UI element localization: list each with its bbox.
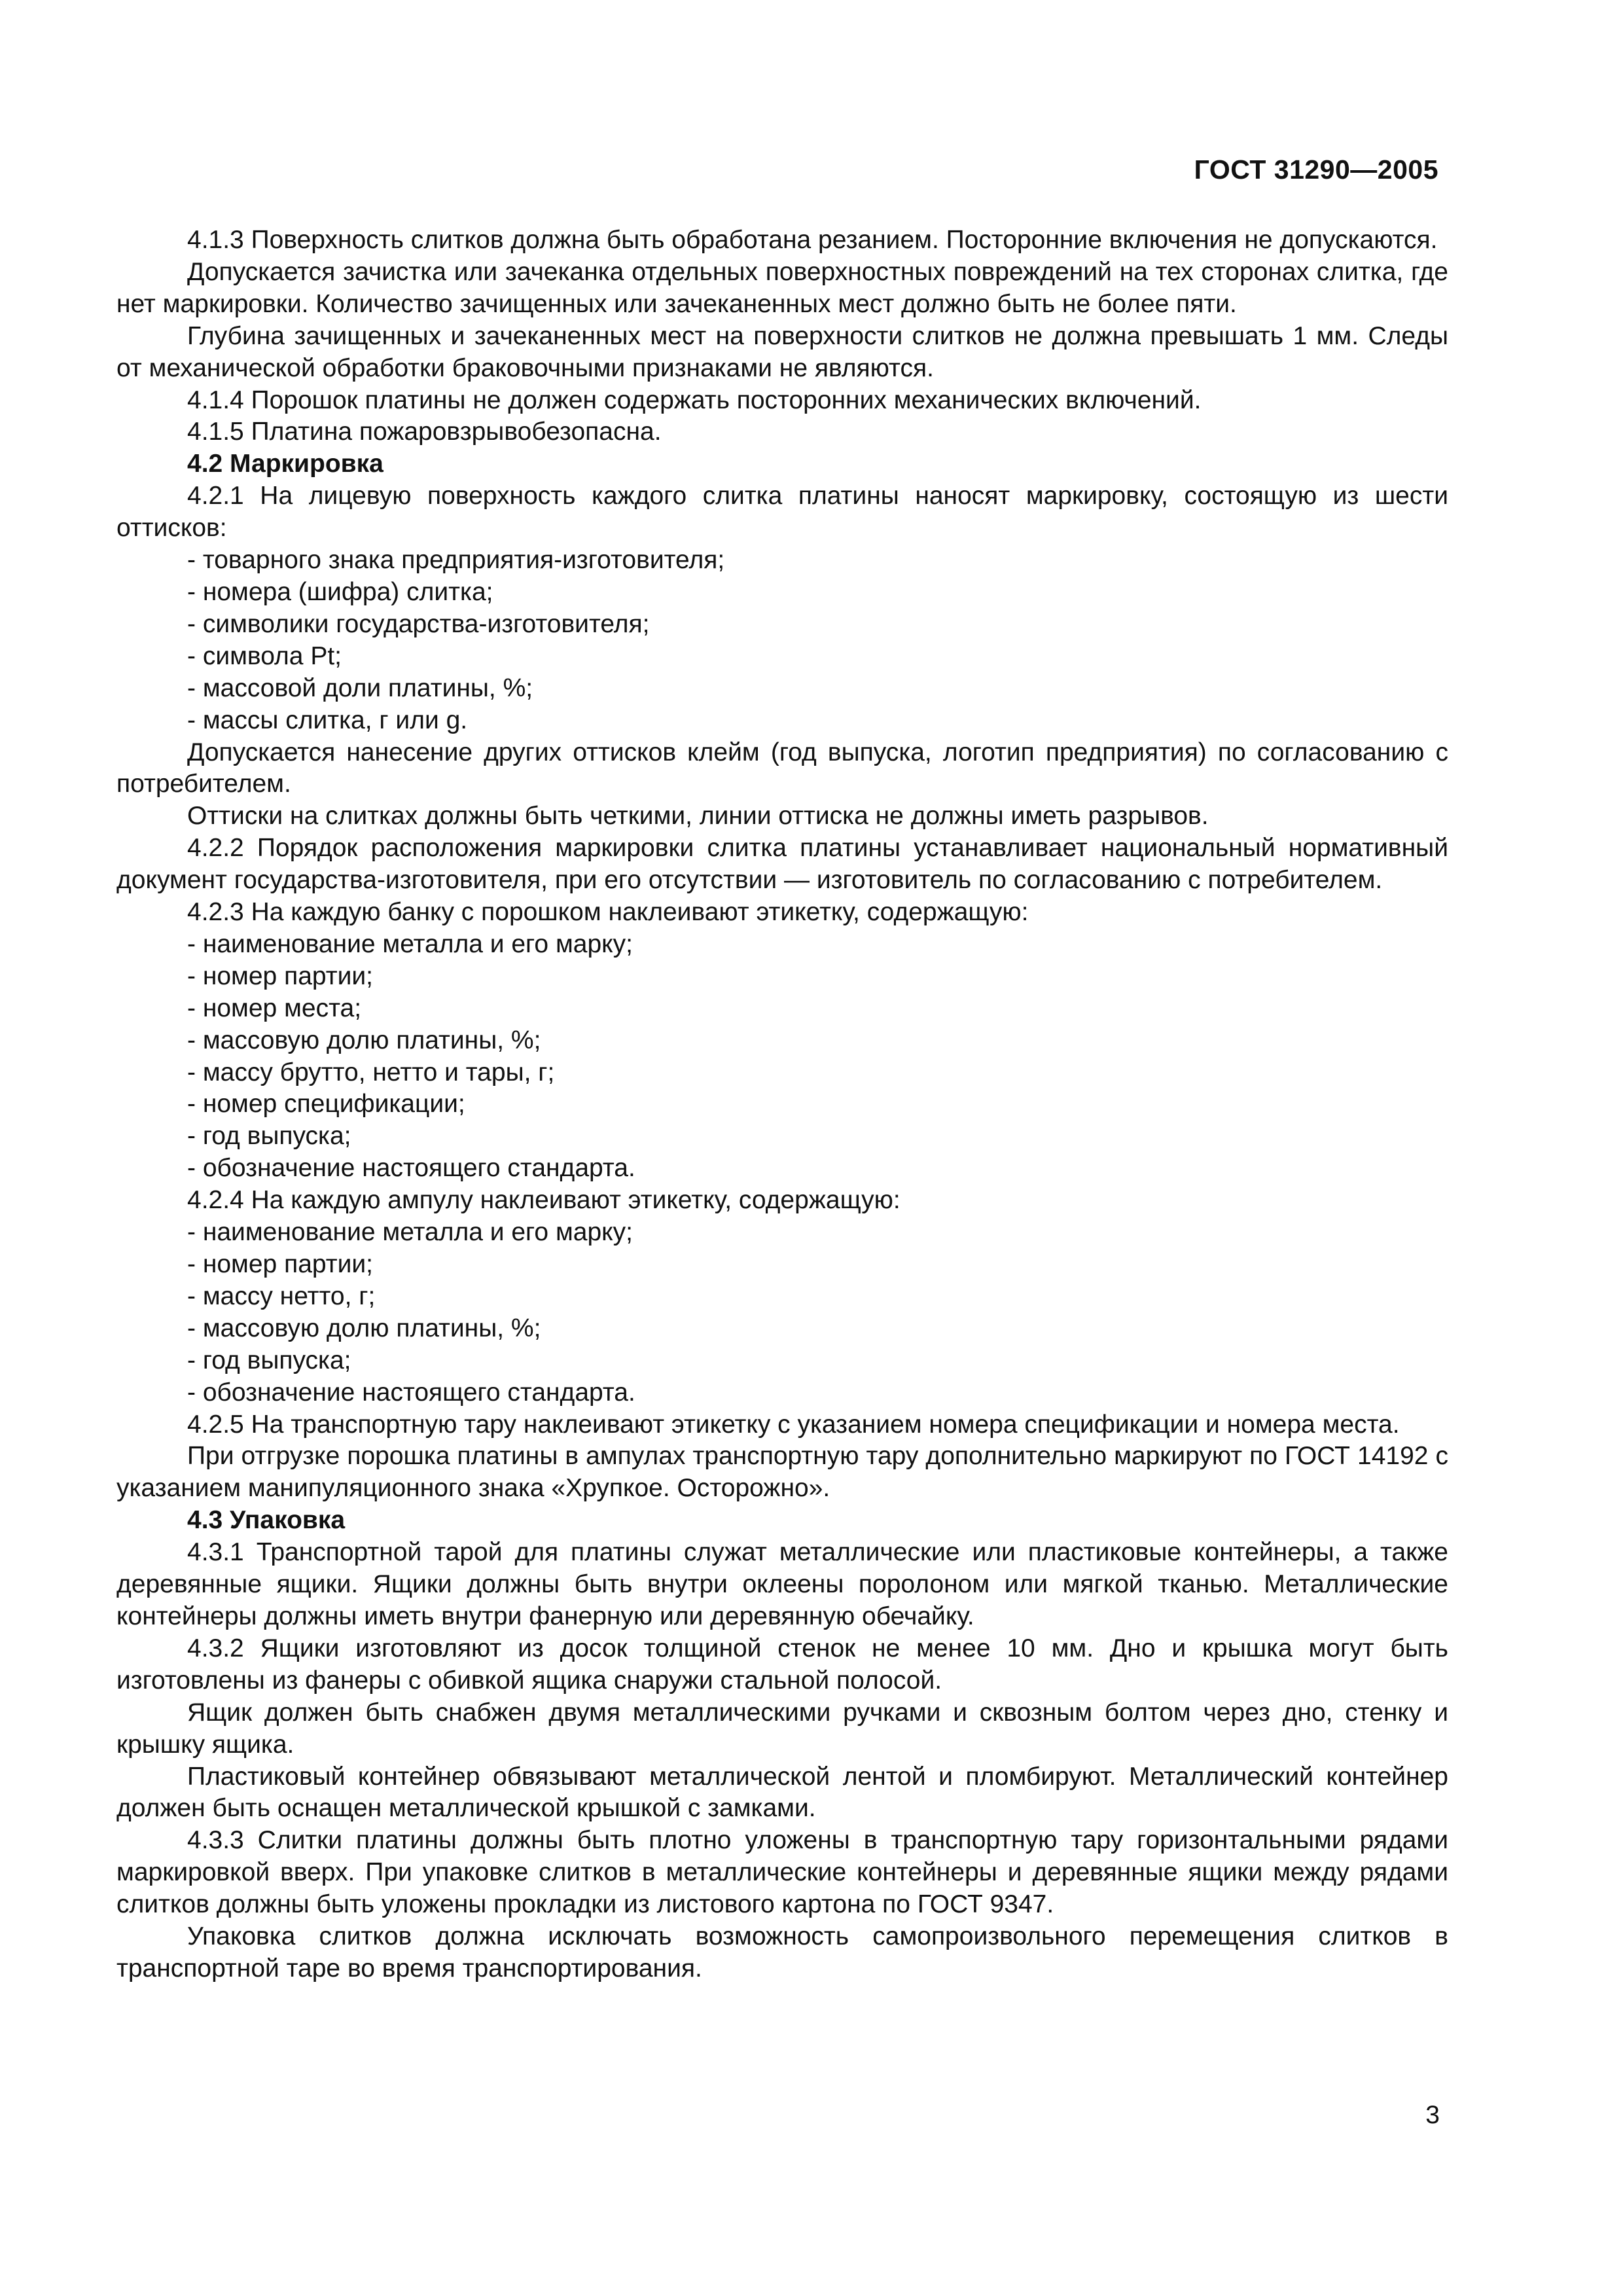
paragraph: 4.3.2 Ящики изготовляют из досок толщиной стенок не менее 10 мм. Дно и крышка могут быть изготовлены из фанеры с обивкой ящика снаружи стальной полосой. — [116, 1634, 1448, 1695]
list-item: - обозначение настоящего стандарта. — [187, 1378, 635, 1407]
paragraph: 4.3.3 Слитки платины должны быть плотно уложены в транспортную тару горизонтальными рядами маркировкой вверх. При упаковке слитков в металлические контейнеры и деревянные ящики между рядами слитков должны быть уложены прокладки из листового картона по ГОСТ 9347. — [116, 1826, 1448, 1919]
paragraph: 4.2.3 На каждую банку с порошком наклеивают этикетку, содержащую: — [187, 898, 1029, 927]
list-item: - массу брутто, нетто и тары, г; — [187, 1058, 555, 1086]
list-item: - номер спецификации; — [187, 1090, 465, 1119]
paragraph: 4.2.4 На каждую ампулу наклеивают этикетку, содержащую: — [187, 1186, 901, 1215]
list-item: - символики государства-изготовителя; — [187, 609, 650, 638]
list-item: - символа Pt; — [187, 641, 342, 670]
list-item: - номер партии; — [187, 1250, 373, 1278]
paragraph: Ящик должен быть снабжен двумя металлическими ручками и сквозным болтом через дно, стенку и крышку ящика. — [116, 1698, 1448, 1759]
paragraph: 4.3.1 Транспортной тарой для платины служат металлические или пластиковые контейнеры, а также деревянные ящики. Ящики должны быть внутри оклеены поролоном или мягкой тканью. Металлические контейнеры должны иметь внутри фанерную или деревянную обечайку. — [116, 1538, 1448, 1630]
section-heading: 4.3 Упаковка — [187, 1506, 346, 1535]
paragraph: 4.1.3 Поверхность слитков должна быть обработана резанием. Посторонние включения не допускаются. — [187, 226, 1438, 254]
page-number: 3 — [1425, 2101, 1440, 2129]
standard-designation: ГОСТ 31290—2005 — [1194, 154, 1438, 185]
list-item: - товарного знака предприятия-изготовителя; — [187, 546, 725, 575]
list-item: - наименование металла и его марку; — [187, 929, 633, 958]
list-item: - номер партии; — [187, 961, 373, 990]
list-item: - массовую долю платины, %; — [187, 1314, 541, 1342]
paragraph: 4.1.4 Порошок платины не должен содержать посторонних механических включений. — [187, 386, 1202, 414]
paragraph: Упаковка слитков должна исключать возможность самопроизвольного перемещения слитков в транспортной таре во время транспортирования. — [116, 1922, 1448, 1982]
list-item: - обозначение настоящего стандарта. — [187, 1154, 635, 1183]
list-item: - массовой доли платины, %; — [187, 673, 533, 702]
document-body — [116, 224, 1448, 1985]
paragraph: При отгрузке порошка платины в ампулах транспортную тару дополнительно маркируют по ГОСТ 14192 с указанием манипуляционного знака «Хрупкое. Осторожно». — [116, 1442, 1448, 1503]
list-item: - номер места; — [187, 994, 362, 1022]
list-item: - номера (шифра) слитка; — [187, 577, 493, 606]
list-item: - год выпуска; — [187, 1346, 351, 1374]
list-item: - массы слитка, г или g. — [187, 706, 468, 734]
paragraph: 4.2.2 Порядок расположения маркировки слитка платины устанавливает национальный нормативный документ государства-изготовителя, при его отсутствии — изготовитель по согласованию с потребителем. — [116, 834, 1448, 895]
paragraph: 4.2.5 На транспортную тару наклеивают этикетку с указанием номера спецификации и номера места. — [187, 1410, 1400, 1439]
paragraph: 4.1.5 Платина пожаровзрывобезопасна. — [187, 418, 662, 446]
paragraph: 4.2.1 На лицевую поверхность каждого слитка платины наносят маркировку, состоящую из шести оттисков: — [116, 482, 1448, 543]
paragraph: Оттиски на слитках должны быть четкими, линии оттиска не должны иметь разрывов. — [187, 802, 1209, 831]
paragraph: Допускается зачистка или зачеканка отдельных поверхностных повреждений на тех сторонах слитка, где нет маркировки. Количество зачищенных или зачеканенных мест должно быть не более пяти. — [116, 257, 1448, 318]
section-heading: 4.2 Маркировка — [187, 450, 383, 478]
list-item: - массу нетто, г; — [187, 1282, 376, 1310]
list-item: - наименование металла и его марку; — [187, 1218, 633, 1247]
paragraph: Глубина зачищенных и зачеканенных мест на поверхности слитков не должна превышать 1 мм. Следы от механической обработки браковочными признаками не являются. — [116, 321, 1448, 382]
paragraph: Допускается нанесение других оттисков клейм (год выпуска, логотип предприятия) по согласованию с потребителем. — [116, 738, 1448, 798]
list-item: - массовую долю платины, %; — [187, 1026, 541, 1054]
list-item: - год выпуска; — [187, 1122, 351, 1151]
paragraph: Пластиковый контейнер обвязывают металлической лентой и пломбируют. Металлический контейнер должен быть оснащен металлической крышкой с замками. — [116, 1762, 1448, 1823]
